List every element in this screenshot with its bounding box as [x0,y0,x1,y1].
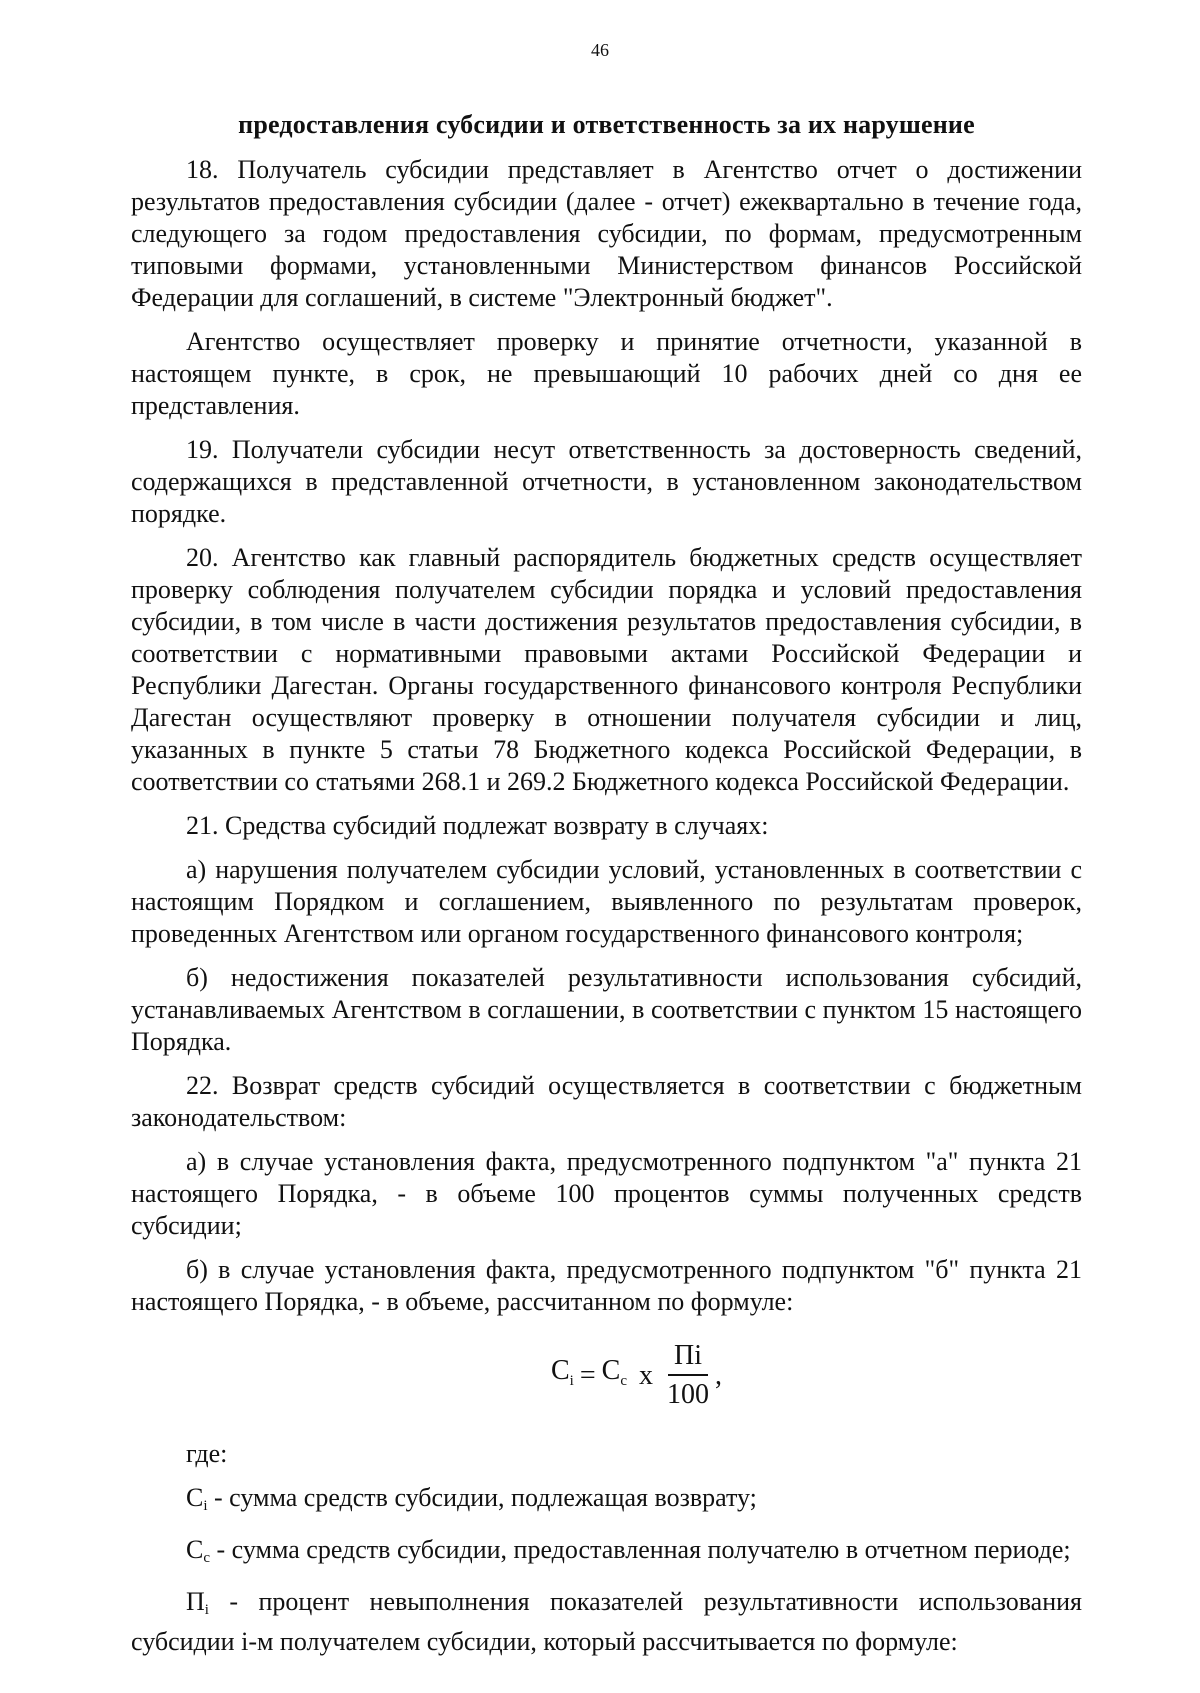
paragraph-21: 21. Средства субсидий подлежат возврату в случаях: [186,811,769,840]
formula-lhs: $C_i$ [550,1355,574,1389]
document-body [131,154,1082,1670]
paragraph-21-a: а) нарушения получателем субсидии условий, установленных в соответствии с настоящим Порядком и соглашением, выявленного по результатам проверок, проведенных Агентством или органом государственного финансового контроля; [131,855,1082,948]
paragraph-19: 19. Получатели субсидии несут ответственность за достоверность сведений, содержащихся в представленной отчетности, в установленном законодательством порядке. [131,435,1082,528]
definition-cc: $C_c$ - сумма средств субсидии, предоставленная получателю в отчетном периоде; [186,1535,1071,1566]
definition-ci: $C_i$ - сумма средств субсидии, подлежащая возврату; [186,1483,757,1514]
definition-pi: $П_i$ - процент невыполнения показателей результативности использования субсидии i-м получателем субсидии, который рассчитывается по формуле: [131,1587,1082,1656]
paragraph-22: 22. Возврат средств субсидий осуществляется в соответствии с бюджетным законодательством: [131,1071,1082,1132]
definitions-where: где: [186,1439,228,1468]
paragraph-18-continued: Агентство осуществляет проверку и принятие отчетности, указанной в настоящем пункте, в срок, не превышающий 10 рабочих дней со дня ее представления. [131,327,1082,420]
formula-equals: = [579,1360,596,1391]
formula-fraction [667,1340,709,1412]
formula-denominator: 100 [667,1379,709,1410]
paragraph-22-b: б) в случае установления факта, предусмотренного подпунктом "б" пункта 21 настоящего Порядка, - в объеме, рассчитанном по формуле: [131,1255,1082,1316]
page-number: 46 [591,40,609,60]
paragraph-18: 18. Получатель субсидии представляет в Агентство отчет о достижении результатов предоставления субсидии (далее - отчет) ежеквартально в течение года, следующего за годом предоставления субсидии, по формам, предусмотренным типовыми формами, установленными Министерством финансов Российской Федерации для соглашений, в системе "Электронный бюджет". [131,155,1082,312]
formula-rhs: $C_c$ [601,1355,627,1389]
formula-times: x [639,1360,653,1391]
formula-numerator: Пi [668,1340,708,1376]
paragraph-20: 20. Агентство как главный распорядитель бюджетных средств осуществляет проверку соблюдения получателем субсидии порядка и условий предоставления субсидии, в том числе в части достижения результатов предоставления субсидии, в соответствии с нормативными правовыми актами Российской Федерации и Республики Дагестан. Органы государственного финансового контроля Республики Дагестан осуществляют проверку в отношении получателя субсидии и лиц, указанных в пункте 5 статьи 78 Бюджетного кодекса Российской Федерации, в соответствии со статьями 268.1 и 269.2 Бюджетного кодекса Российской Федерации. [131,543,1082,796]
paragraph-22-a: а) в случае установления факта, предусмотренного подпунктом "а" пункта 21 настоящего Порядка, - в объеме 100 процентов суммы полученных средств субсидии; [131,1147,1082,1240]
paragraph-21-b: б) недостижения показателей результативности использования субсидий, устанавливаемых Агентством в соглашении, в соответствии с пунктом 15 настоящего Порядка. [131,963,1082,1056]
return-formula [131,1336,1082,1416]
section-title: предоставления субсидии и ответственность за их нарушение [238,110,975,139]
formula-trail: , [715,1360,722,1391]
